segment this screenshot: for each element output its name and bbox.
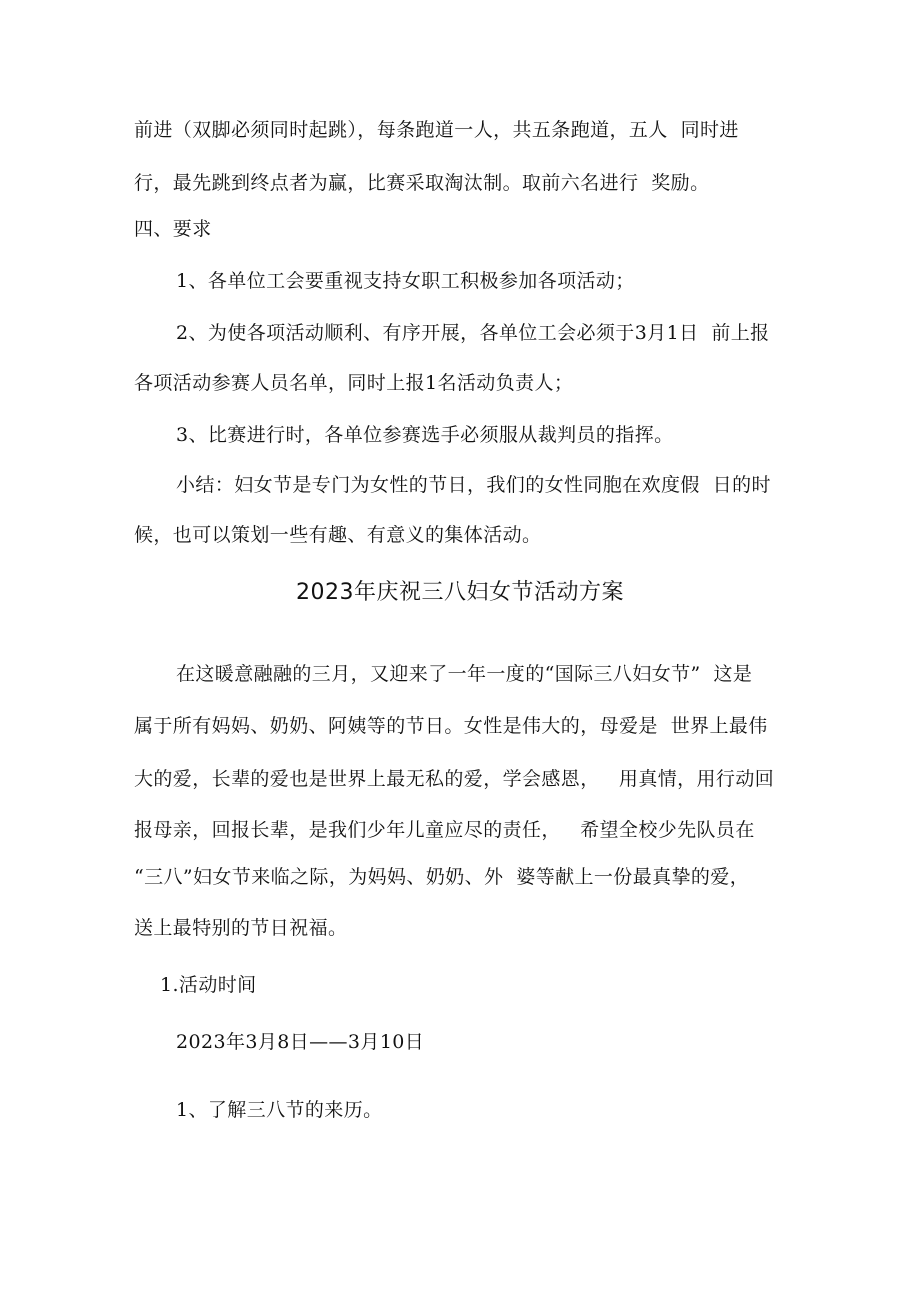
requirement-item-1: 1、各单位工会要重视支持女职工积极参加各项活动； [176, 270, 635, 292]
summary-line: 小结：妇女节是专门为女性的节日，我们的女性同胞在欢度假 日的时 [176, 474, 771, 496]
document-title: 2023年庆祝三八妇女节活动方案 [296, 580, 624, 605]
summary-line: 候，也可以策划一些有趣、有意义的集体活动。 [134, 524, 542, 546]
paragraph-line: 行，最先跳到终点者为赢，比赛采取淘汰制。取前六名进行 奖励。 [134, 172, 710, 194]
intro-line: 大的爱，长辈的爱也是世界上最无私的爱，学会感恩， 用真情，用行动回 [134, 768, 775, 790]
intro-line: “三八”妇女节来临之际，为妈妈、奶奶、外 婆等献上一份最真挚的爱， [134, 866, 750, 888]
intro-line: 在这暖意融融的三月，又迎来了一年一度的“国际三八妇女节” 这是 [176, 663, 753, 685]
requirement-item-2: 2、为使各项活动顺利、有序开展，各单位工会必须于3月1日 前上报 [176, 322, 770, 344]
intro-line: 报母亲，回报长辈，是我们少年儿童应尽的责任， 希望全校少先队员在 [134, 819, 755, 841]
list-item: 1、了解三八节的来历。 [176, 1099, 383, 1121]
paragraph-line: 前进（双脚必须同时起跳），每条跑道一人，共五条跑道，五人 同时进 [134, 119, 739, 141]
section-heading: 四、要求 [134, 218, 212, 240]
activity-time-heading: 1.活动时间 [160, 974, 257, 996]
requirement-item-2-continued: 各项活动参赛人员名单，同时上报1名活动负责人； [134, 372, 574, 394]
requirement-item-3: 3、比赛进行时，各单位参赛选手必须服从裁判员的指挥。 [176, 424, 674, 446]
intro-line: 送上最特别的节日祝福。 [134, 917, 348, 939]
activity-time-value: 2023年3月8日——3月10日 [176, 1031, 425, 1053]
intro-line: 属于所有妈妈、奶奶、阿姨等的节日。女性是伟大的，母爱是 世界上最伟 [134, 715, 768, 737]
